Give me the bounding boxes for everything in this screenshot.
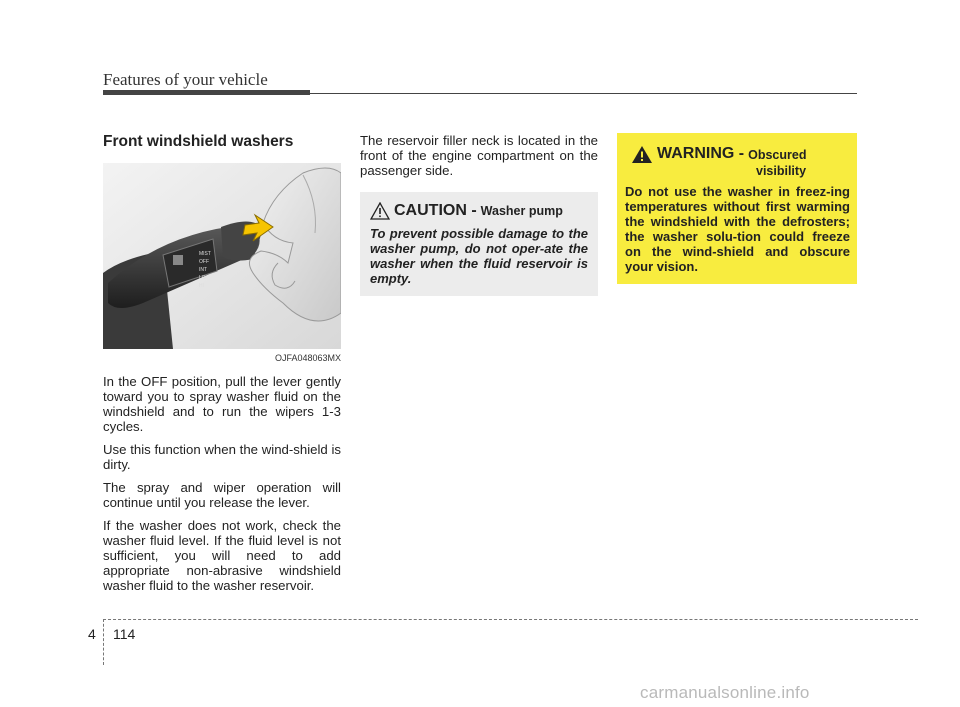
- paragraph: If the washer does not work, check the washer fluid level. If the fluid level is not sufficient, you will need to add appropriate non-abrasive windshield washer fluid to the washer reservoir.: [103, 518, 341, 593]
- middle-column: [360, 133, 598, 186]
- paragraph: The spray and wiper operation will continue until you release the lever.: [103, 480, 341, 510]
- svg-text:INT: INT: [199, 267, 208, 273]
- warning-title: [631, 145, 850, 164]
- svg-text:MIST: MIST: [199, 251, 211, 257]
- watermark: carmanualsonline.info: [640, 683, 810, 702]
- header-rule: [310, 93, 857, 94]
- page-header-title: Features of your vehicle: [103, 70, 268, 89]
- left-column: [103, 133, 341, 601]
- footer-rule: [103, 619, 918, 620]
- warning-triangle-icon: [631, 145, 653, 164]
- caution-title: [370, 202, 588, 220]
- caution-triangle-icon: [370, 202, 390, 220]
- chapter-number: 4: [88, 626, 96, 642]
- caution-subject: Washer pump: [480, 204, 563, 218]
- svg-text:LO: LO: [199, 275, 206, 281]
- caution-label: CAUTION -: [394, 202, 477, 219]
- header-accent-bar: [103, 90, 310, 95]
- photo-reference-code: OJFA048063MX: [274, 353, 341, 363]
- warning-subject-continued: visibility: [756, 164, 807, 178]
- section-heading: Front windshield washers: [103, 133, 294, 150]
- warning-label: WARNING -: [657, 145, 745, 162]
- footer-vertical-rule: [103, 619, 104, 665]
- warning-box: [617, 133, 857, 284]
- reservoir-paragraph: The reservoir filler neck is located in the front of the engine compartment on the passenger side.: [360, 133, 598, 178]
- paragraph: In the OFF position, pull the lever gently toward you to spray washer fluid on the windshield and to run the wipers 1-3 cycles.: [103, 374, 341, 434]
- caution-text: To prevent possible damage to the washer pump, do not oper-ate the washer when the fluid reservoir is empty.: [370, 226, 588, 286]
- wiper-lever-illustration: [103, 163, 341, 349]
- svg-text:OFF: OFF: [199, 259, 209, 265]
- warning-text: Do not use the washer in freez-ing temperatures without first warming the windshield with the defrosters; the washer solu-tion could freeze on the wind-shield and obscure your vision.: [625, 184, 850, 274]
- caution-box: [360, 192, 598, 296]
- wiper-lever-photo: [103, 163, 341, 349]
- warning-subject: Obscured: [748, 148, 807, 162]
- paragraph: Use this function when the wind-shield is dirty.: [103, 442, 341, 472]
- svg-text:HI: HI: [199, 283, 204, 289]
- body-text: [103, 374, 341, 593]
- page-number: 114: [113, 626, 136, 642]
